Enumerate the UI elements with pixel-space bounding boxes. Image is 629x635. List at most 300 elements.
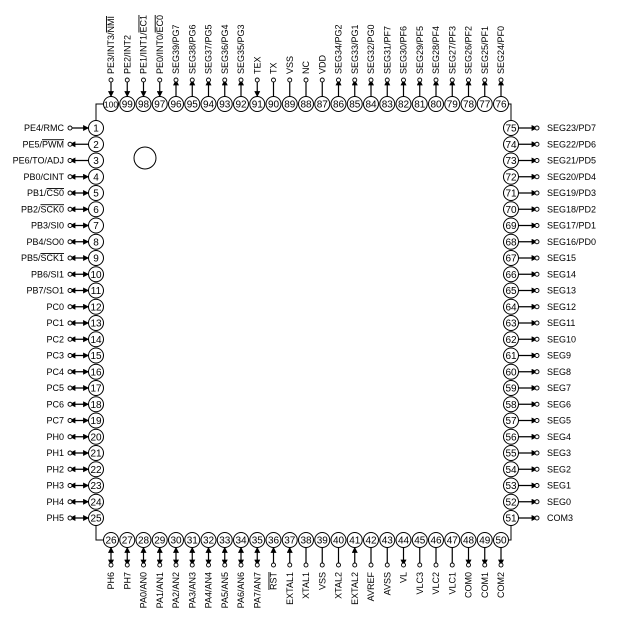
pin-terminal-icon	[535, 142, 539, 146]
pin-label: TEX	[252, 56, 263, 74]
pin-terminal-icon	[535, 272, 539, 276]
pin1-marker	[134, 147, 156, 169]
pin-terminal-icon	[68, 370, 72, 374]
pin-71	[504, 186, 597, 201]
pin-number: 66	[505, 269, 517, 281]
pin-40	[331, 533, 346, 599]
pin-19	[46, 413, 103, 428]
pin-number: 55	[505, 448, 517, 460]
pin-28	[136, 533, 151, 609]
pin-terminal-icon	[142, 78, 146, 82]
pin-terminal-icon	[68, 386, 72, 390]
pin-34	[234, 533, 249, 609]
pin-number: 69	[505, 221, 517, 232]
pin-64	[504, 299, 577, 314]
pin-label: XTAL2	[333, 572, 344, 599]
pin-number: 70	[505, 204, 517, 216]
pin-label: PC0	[46, 301, 64, 312]
pin-100	[104, 16, 119, 112]
pin-number: 20	[90, 432, 102, 444]
pin-number: 12	[90, 302, 102, 314]
pin-label: SEG38/PG6	[187, 24, 198, 74]
pin-label: PH3	[46, 480, 64, 491]
pin-11	[26, 283, 103, 298]
pin-terminal-icon	[109, 563, 113, 567]
pin-number: 91	[251, 99, 263, 111]
pin-number: 38	[300, 535, 312, 547]
pin-26	[104, 533, 119, 590]
pin-number: 50	[495, 535, 507, 547]
pin-terminal-icon	[190, 563, 194, 567]
pin-number: 71	[505, 188, 517, 200]
pin-terminal-icon	[125, 78, 129, 82]
pin-label: COM3	[547, 513, 574, 523]
pin-label: SEG30/PF6	[398, 25, 409, 74]
pin-terminal-icon	[450, 78, 454, 82]
pin-terminal-icon	[467, 78, 471, 82]
pin-terminal-icon	[68, 272, 72, 276]
pin-terminal-icon	[68, 435, 72, 439]
pin-label: SEG19/PD3	[547, 188, 597, 198]
pin-terminal-icon	[68, 256, 72, 260]
pin-terminal-icon	[68, 419, 72, 423]
pin-terminal-icon	[68, 484, 72, 488]
pin-number: 98	[137, 99, 150, 111]
pin-label: SEG4	[547, 431, 572, 442]
pin-9	[21, 251, 104, 266]
pin-number: 10	[90, 269, 102, 281]
pin-61	[504, 348, 572, 363]
pin-number: 33	[219, 535, 231, 547]
pin-7	[31, 218, 104, 233]
pin-number: 89	[284, 99, 296, 111]
pin-terminal-icon	[142, 563, 146, 567]
pin-terminal-icon	[418, 78, 422, 82]
pin-number: 75	[505, 123, 517, 135]
pin-30	[169, 533, 184, 609]
pin-65	[504, 283, 577, 298]
pin-label: VLC3	[414, 572, 425, 595]
pin-number: 28	[137, 535, 150, 547]
pin-label: PB4/SO0	[26, 236, 64, 247]
pin-terminal-icon	[320, 563, 324, 567]
pin-39	[315, 533, 330, 591]
pin-number: 47	[446, 535, 458, 547]
pin-8	[26, 234, 103, 249]
pin-terminal-icon	[68, 159, 72, 163]
pin-label: PC5	[46, 383, 64, 393]
pin-terminal-icon	[434, 563, 438, 567]
pin-78	[461, 26, 476, 112]
pin-terminal-icon	[535, 337, 539, 341]
pin-label: SEG26/PF2	[463, 25, 474, 74]
pin-number: 21	[90, 448, 102, 460]
pin-96	[169, 24, 184, 111]
pin-terminal-icon	[337, 563, 341, 567]
pin-terminal-icon	[68, 321, 72, 325]
pin-terminal-icon	[68, 500, 72, 504]
pin-label: SEG12	[547, 301, 577, 312]
pin-terminal-icon	[535, 370, 539, 374]
pin-16	[46, 364, 103, 379]
pin-number: 6	[93, 204, 99, 216]
pin-number: 48	[462, 535, 475, 547]
pin-terminal-icon	[369, 563, 373, 567]
pin-number: 87	[316, 99, 328, 111]
pin-63	[504, 316, 576, 331]
pin-44	[396, 533, 411, 584]
pin-terminal-icon	[239, 563, 243, 567]
pin-57	[504, 413, 572, 428]
pin-terminal-icon	[68, 126, 72, 130]
pin-label: PA6/AN6	[236, 572, 246, 609]
pin-79	[445, 26, 460, 112]
pin-label: SEG2	[547, 464, 572, 475]
pin-terminal-icon	[272, 78, 276, 82]
pin-terminal-icon	[353, 563, 357, 567]
pin-number: 73	[505, 156, 517, 167]
pin-number: 60	[505, 367, 517, 379]
pin-label: SEG27/PF3	[447, 25, 458, 74]
pin-46	[429, 533, 444, 595]
pin-number: 31	[186, 535, 198, 547]
pin-terminal-icon	[207, 563, 211, 567]
pin-terminal-icon	[385, 563, 389, 567]
pin-23	[46, 478, 103, 493]
pin-terminal-icon	[535, 305, 539, 309]
pin-terminal-icon	[68, 142, 72, 146]
pin-terminal-icon	[535, 386, 539, 390]
pin-terminal-icon	[499, 78, 503, 82]
pin-86	[331, 24, 346, 111]
pin-terminal-icon	[385, 78, 389, 82]
pin-number: 65	[505, 286, 517, 297]
pin-98	[136, 15, 151, 112]
pin-label: PC7	[46, 415, 64, 426]
pin-label: EXTAL1	[284, 572, 295, 605]
pin-terminal-icon	[535, 289, 539, 293]
pin-80	[429, 26, 444, 112]
pin-number: 99	[121, 99, 133, 111]
pin-terminal-icon	[68, 402, 72, 406]
pin-label: EXTAL2	[349, 572, 360, 605]
pin-95	[185, 24, 200, 111]
pin-number: 3	[93, 156, 99, 167]
pin-terminal-icon	[158, 563, 162, 567]
pin-terminal-icon	[535, 419, 539, 423]
pin-number: 40	[332, 535, 345, 547]
pin-label: PB7/SO1	[26, 285, 64, 296]
pin-number: 80	[430, 99, 442, 111]
pin-terminal-icon	[483, 563, 487, 567]
pin-terminal-icon	[68, 175, 72, 179]
pin-terminal-icon	[418, 563, 422, 567]
pin-13	[46, 316, 103, 331]
pin-label: PH4	[46, 496, 64, 507]
pin-label: COM1	[479, 572, 490, 599]
pin-5	[27, 186, 104, 201]
pin-number: 78	[462, 99, 475, 111]
pin-41	[347, 533, 362, 605]
pin-label: SEG5	[547, 415, 572, 426]
pin-terminal-icon	[68, 224, 72, 228]
pin-number: 59	[505, 383, 517, 395]
pin-number: 45	[414, 535, 426, 547]
pin-label: SEG14	[547, 269, 577, 280]
pin-terminal-icon	[535, 467, 539, 471]
pin-31	[185, 533, 200, 609]
pin-label: SEG39/PG7	[171, 24, 181, 74]
pin-terminal-icon	[499, 563, 503, 567]
pin-label: SEG24/PF0	[496, 25, 506, 74]
pin-4	[23, 169, 103, 184]
pin-label: COM2	[496, 572, 506, 599]
pin-20	[46, 429, 103, 444]
pin-label: SEG8	[547, 366, 572, 377]
pin-number: 97	[154, 99, 166, 111]
pin-label: VSS	[284, 55, 295, 74]
pin-75	[504, 121, 597, 136]
pin-number: 32	[202, 535, 215, 547]
pin-45	[412, 533, 427, 595]
pin-terminal-icon	[337, 78, 341, 82]
pin-92	[234, 24, 249, 111]
pin-label: PC3	[46, 350, 64, 361]
pin-number: 11	[90, 286, 102, 297]
pin-number: 61	[505, 351, 517, 362]
pin-24	[46, 494, 103, 509]
pin-55	[504, 446, 572, 461]
pin-terminal-icon	[68, 305, 72, 309]
pin-label: SEG33/PG1	[349, 24, 360, 74]
pin-terminal-icon	[207, 78, 211, 82]
pin-terminal-icon	[535, 435, 539, 439]
pin-label: PE1/INT1/EC1	[138, 14, 149, 74]
pin-label: SEG17/PD1	[547, 220, 597, 231]
pin-number: 58	[505, 399, 517, 411]
pin-number: 41	[349, 535, 361, 547]
pin-terminal-icon	[535, 191, 539, 195]
pin-label: PC1	[46, 318, 64, 328]
pin-84	[364, 24, 379, 111]
pin-number: 79	[446, 99, 458, 111]
pin-terminal-icon	[535, 159, 539, 163]
pin-number: 56	[505, 432, 517, 444]
pin-terminal-icon	[320, 78, 324, 82]
pin-number: 82	[397, 99, 410, 111]
pin-label: SEG0	[547, 496, 572, 507]
pin-label: SEG20/PD4	[547, 171, 597, 182]
pin-number: 17	[90, 383, 102, 395]
pin-59	[504, 381, 572, 396]
pin-number: 30	[170, 535, 182, 547]
pin-terminal-icon	[353, 78, 357, 82]
pin-terminal-icon	[255, 563, 259, 567]
pin-label: PE2/INT2	[122, 34, 133, 74]
pin-12	[46, 299, 103, 314]
pin-number: 37	[284, 535, 296, 547]
pin-number: 54	[505, 464, 517, 476]
pin-terminal-icon	[68, 240, 72, 244]
pin-21	[46, 446, 103, 461]
pin-label: VLC2	[431, 572, 441, 595]
pin-number: 2	[93, 139, 99, 151]
pin-number: 19	[90, 416, 102, 427]
pin-terminal-icon	[288, 78, 292, 82]
pin-label: SEG23/PD7	[547, 123, 597, 133]
pin-label: COM0	[463, 572, 474, 599]
pin-label: PA4/AN4	[203, 572, 214, 609]
pin-number: 34	[235, 535, 247, 547]
pin-terminal-icon	[174, 78, 178, 82]
pin-number: 26	[105, 535, 117, 547]
pin-terminal-icon	[535, 354, 539, 358]
pin-terminal-icon	[223, 78, 227, 82]
pin-number: 42	[365, 535, 377, 547]
pin-label: XTAL1	[301, 572, 311, 599]
pin-label: PB1/CS0	[26, 188, 64, 198]
pin-69	[504, 218, 597, 233]
pin-number: 18	[90, 399, 102, 411]
pin-terminal-icon	[402, 563, 406, 567]
pin-68	[504, 234, 597, 249]
pin-17	[46, 381, 103, 396]
pin-77	[477, 26, 492, 112]
pin-52	[504, 494, 572, 509]
pin-label: PE5/PWM	[22, 139, 64, 150]
pin-85	[347, 24, 362, 111]
pin-number: 24	[90, 497, 102, 509]
pin-88	[299, 61, 314, 112]
pin-number: 1	[93, 123, 99, 135]
pin-label: VDD	[317, 54, 328, 74]
pin-label: SEG11	[547, 318, 576, 328]
pin-terminal-icon	[434, 78, 438, 82]
pin-number: 49	[479, 535, 491, 547]
pin-label: PC6	[46, 399, 64, 410]
pin-label: PA7/AN7	[252, 572, 263, 609]
pin-67	[504, 251, 577, 266]
pin-terminal-icon	[288, 563, 292, 567]
pin-42	[364, 533, 379, 602]
pin-terminal-icon	[467, 563, 471, 567]
pin-label: NC	[301, 61, 311, 74]
pin-number: 52	[505, 497, 517, 509]
pin-terminal-icon	[272, 563, 276, 567]
pin-label: PH2	[46, 464, 64, 475]
pin-label: SEG28/PF4	[431, 25, 441, 74]
pin-label: PA5/AN5	[219, 572, 230, 609]
pin-terminal-icon	[223, 563, 227, 567]
pin-62	[504, 332, 577, 347]
pin-47	[445, 533, 460, 595]
pin-label: SEG18/PD2	[547, 204, 597, 215]
pin-90	[266, 62, 281, 111]
pin-94	[201, 24, 216, 111]
pin-number: 83	[381, 99, 393, 111]
pin-25	[46, 511, 103, 526]
pin-48	[461, 533, 476, 599]
pin-1	[24, 121, 104, 136]
pin-label: PH0	[46, 431, 64, 442]
pin-label: SEG15	[547, 253, 577, 263]
pin-number: 25	[90, 513, 102, 525]
pin-label: SEG25/PF1	[479, 25, 490, 74]
pin-label: PC4	[46, 366, 64, 377]
pin-97	[152, 15, 167, 112]
pin-terminal-icon	[535, 126, 539, 130]
pin-label: VLC1	[447, 572, 458, 595]
pin-label: PB3/SI0	[30, 220, 64, 231]
pin-label: PC2	[46, 334, 64, 345]
pin-terminal-icon	[68, 451, 72, 455]
pin-label: PE6/TO/ADJ	[12, 155, 64, 166]
pin-15	[46, 348, 103, 363]
pin-53	[504, 478, 572, 493]
pin-number: 14	[90, 334, 102, 346]
pin-label: SEG21/PD5	[547, 155, 597, 166]
pin-label: PE0/INT0/EC0	[154, 14, 165, 74]
pin-82	[396, 26, 411, 112]
pin-number: 16	[90, 367, 102, 379]
pin-terminal-icon	[402, 78, 406, 82]
pin-label: PA1/AN1	[154, 572, 165, 609]
pin-label: VL	[398, 572, 409, 584]
pin-label: SEG7	[547, 383, 572, 393]
pin-89	[282, 56, 297, 112]
pin-number: 51	[505, 513, 517, 525]
pin-29	[152, 533, 167, 609]
pin-terminal-icon	[483, 78, 487, 82]
pin-label: SEG37/PG5	[203, 24, 214, 74]
pin-label: SEG9	[547, 350, 572, 361]
pin-70	[504, 202, 597, 217]
pin-36	[266, 533, 281, 591]
pin-54	[504, 462, 572, 477]
pin-number: 36	[267, 535, 280, 547]
pin-18	[46, 397, 103, 412]
pin-terminal-icon	[535, 240, 539, 244]
pin-number: 64	[505, 302, 517, 314]
pin-37	[282, 533, 297, 605]
pin-terminal-icon	[68, 354, 72, 358]
pin-label: SEG36/PG4	[219, 24, 230, 74]
pin-number: 90	[267, 99, 280, 111]
pin-terminal-icon	[190, 78, 194, 82]
pin-14	[46, 332, 103, 347]
pin-number: 77	[479, 99, 491, 111]
pin-number: 9	[93, 253, 99, 265]
pin-number: 4	[93, 172, 99, 184]
pin-label: PB2/SCK0	[20, 204, 64, 215]
pin-label: TX	[268, 62, 279, 74]
pin-number: 96	[170, 99, 182, 111]
pin-number: 94	[202, 99, 215, 111]
pin-label: VSS	[317, 572, 328, 591]
pin-label: PB0/CINT	[23, 171, 64, 182]
pin-number: 7	[93, 221, 99, 232]
pin-38	[299, 533, 314, 599]
pin-22	[46, 462, 103, 477]
pin-terminal-icon	[158, 78, 162, 82]
pin-terminal-icon	[174, 563, 178, 567]
pin-terminal-icon	[239, 78, 243, 82]
pin-35	[250, 533, 265, 609]
pin-83	[380, 26, 395, 112]
pin-label: PA0/AN0	[138, 572, 149, 609]
pin-number: 84	[365, 99, 377, 111]
pin-terminal-icon	[68, 337, 72, 341]
